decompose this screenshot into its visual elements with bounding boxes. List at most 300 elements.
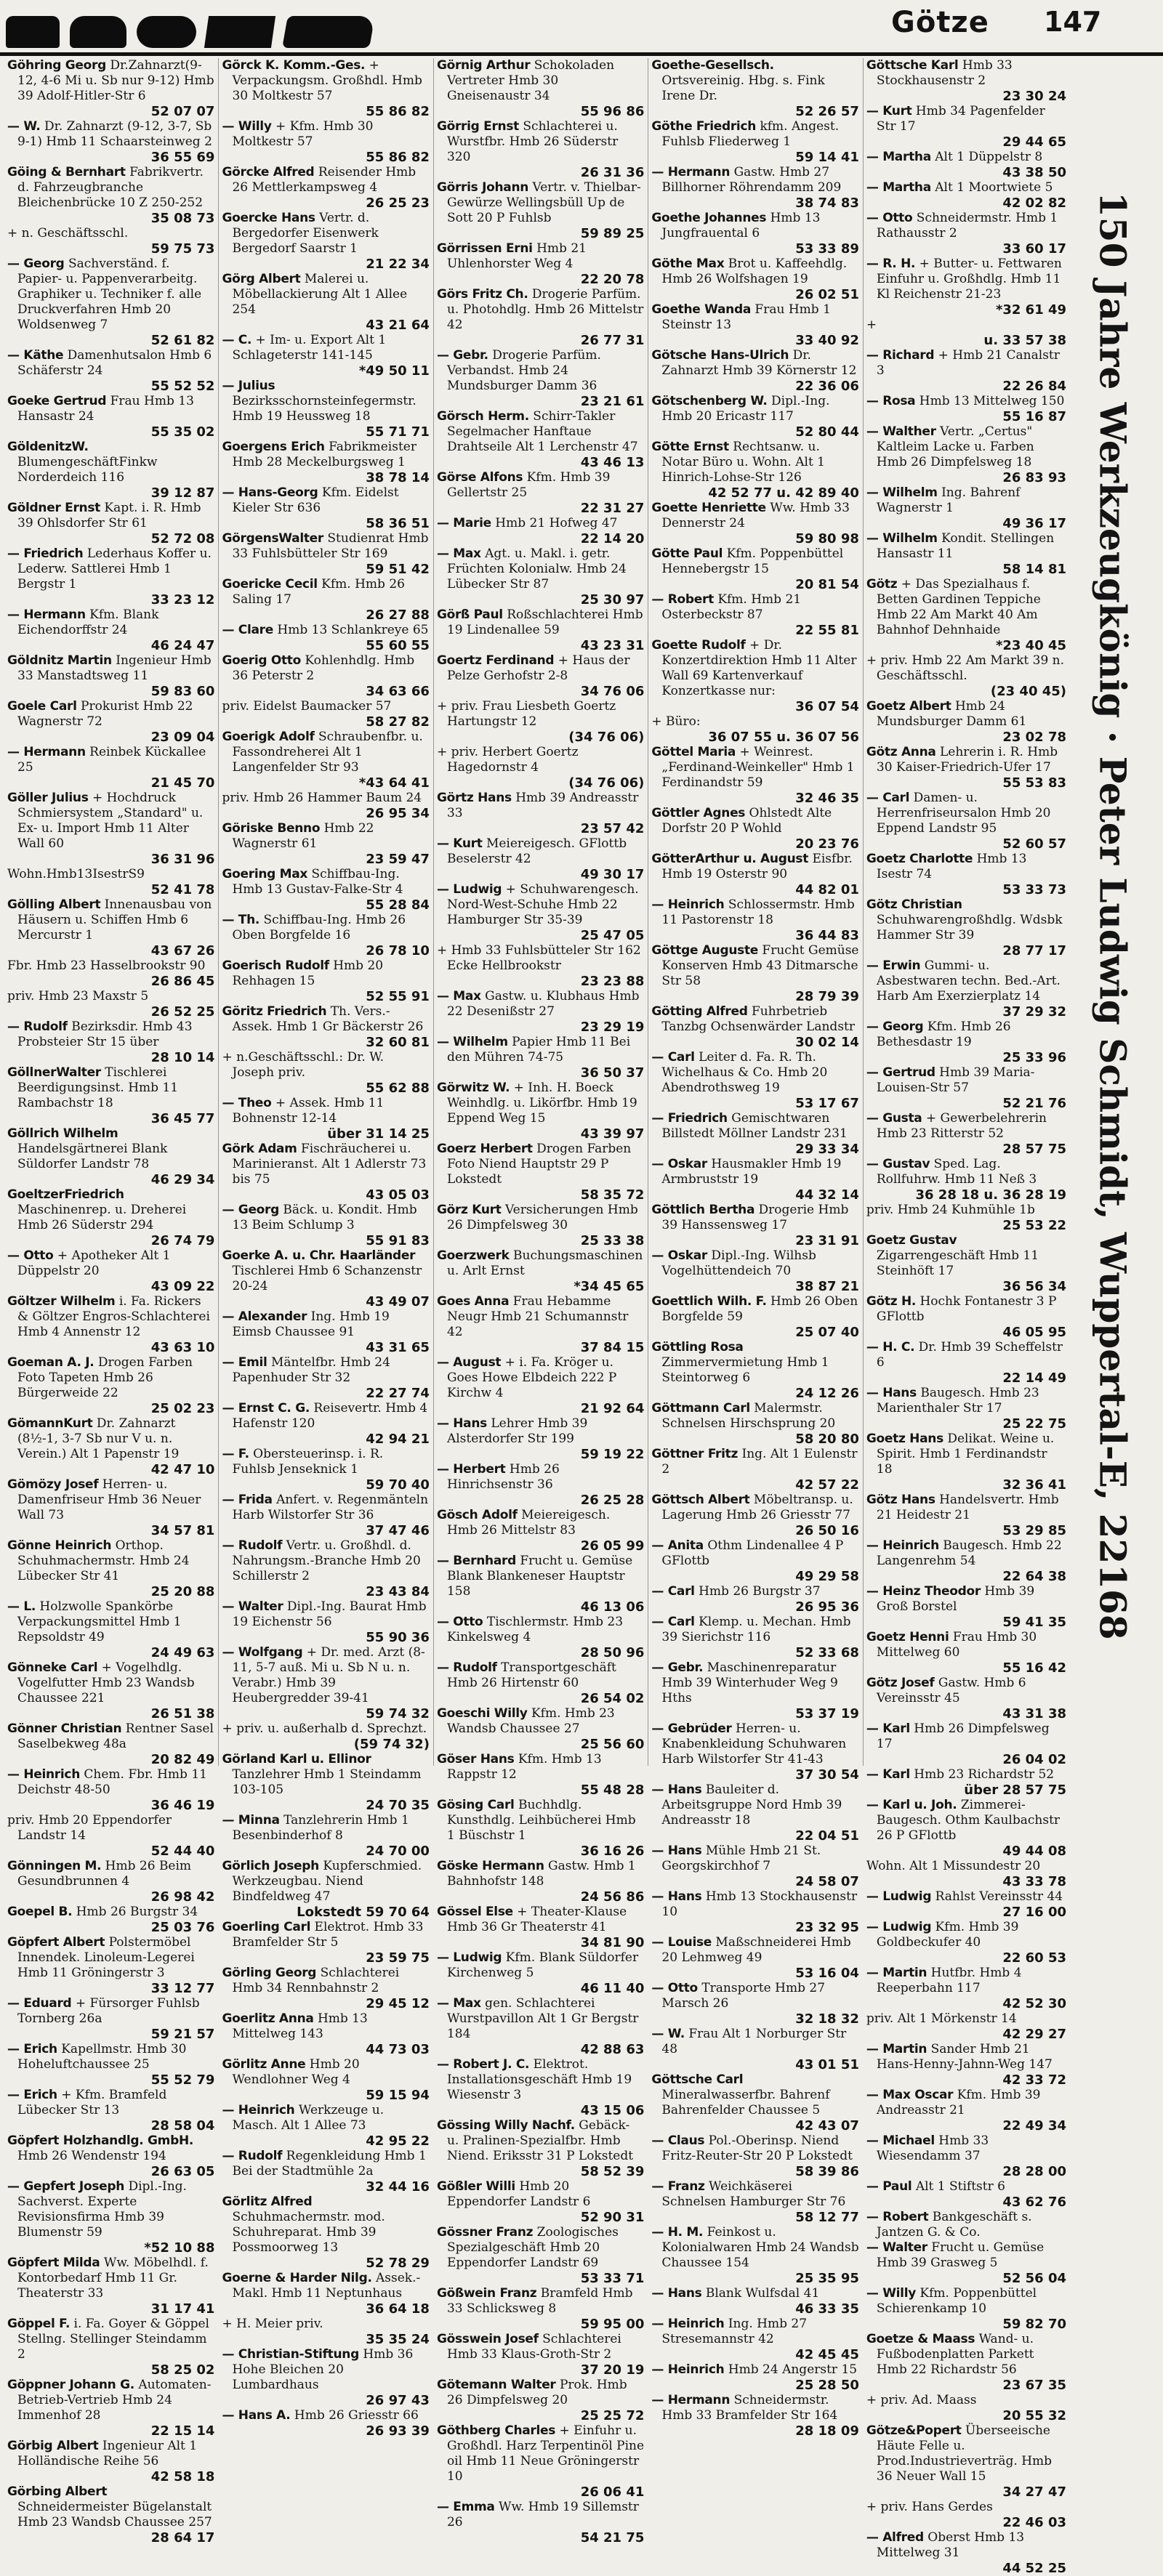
- entry-phone: 55 60 55: [366, 638, 430, 653]
- entry-phone: 20 55 32: [1002, 2408, 1067, 2423]
- entry-details: Hmb 13 Stockhausenstr 10: [661, 1889, 858, 1919]
- entry-details: Prok. Hmb 26 Dimpfelsweg 20: [446, 2378, 627, 2407]
- entry-name: — Oskar: [651, 1157, 707, 1171]
- entry-details: Mineralwasserfbr. Bahrenf Bahrenfelder Chaussee 5: [661, 2088, 830, 2117]
- entry-phone: 36 16 26: [580, 1844, 645, 1859]
- entry-details: Frucht u. Gemüse Blank Blankeneser Hauptstr 158: [446, 1554, 633, 1599]
- directory-entry: [866, 1294, 1066, 1340]
- directory-entry: [866, 104, 1066, 150]
- entry-details: Kupferschmied. Werkzeugbau. Niend Bindfeldweg 47: [232, 1859, 422, 1904]
- column-1: [4, 58, 219, 2545]
- directory-entry: [651, 1401, 858, 1447]
- shoe-icon: [137, 16, 196, 48]
- entry-phone: 43 38 50: [1002, 165, 1067, 180]
- entry-name: — Anita: [651, 1538, 704, 1553]
- directory-entry: [866, 1020, 1066, 1065]
- entry-phone: 33 12 77: [150, 1981, 215, 1996]
- entry-name: Görbing Albert: [7, 2484, 108, 2499]
- entry-name: Görg Albert: [222, 272, 301, 286]
- entry-details: Malermstr. Schnelsen Hirschsprung 20: [661, 1401, 836, 1431]
- entry-details: Ohlstedt Alte Dorfstr 20 P Wohld: [661, 806, 832, 836]
- directory-entry: [651, 1111, 858, 1157]
- entry-phone: 29 33 34: [795, 1142, 859, 1157]
- entry-phone: 24 70 35: [366, 1798, 430, 1813]
- entry-name: — Ludwig: [436, 1950, 502, 1965]
- entry-name: Goetz Henni: [866, 1630, 949, 1644]
- entry-details: Fabrikvertr. d. Fahrzeugbranche Bleichenbrücke 10 Z 250-252: [17, 165, 204, 210]
- entry-details: Ing. Alt 1 Eulenstr 2: [661, 1447, 858, 1477]
- directory-entry: [866, 485, 1066, 531]
- entry-name: Görrissen Erni: [436, 241, 533, 256]
- entry-name: Göppel F.: [7, 2317, 71, 2331]
- directory-entry: [7, 607, 214, 653]
- directory-entry: [437, 745, 644, 791]
- entry-phone: 29 45 12: [366, 1996, 430, 2011]
- directory-entry: [866, 257, 1066, 318]
- entry-phone: 23 59 75: [366, 1950, 430, 1966]
- entry-name: Gönner Christian: [7, 1721, 122, 1736]
- directory-entry: [437, 1660, 644, 1706]
- entry-name: — Franz: [651, 2179, 705, 2194]
- page-header: [0, 0, 1163, 51]
- directory-entry: [651, 1294, 858, 1340]
- entry-details: Herren- u. Knabenkleidung Schuhwaren Harb Wilstorfer Str 41-43: [661, 1721, 847, 1767]
- entry-phone: 22 46 03: [1002, 2515, 1067, 2530]
- directory-entry: [437, 1081, 644, 1142]
- entry-name: — Hans: [866, 1386, 917, 1400]
- entry-phone: 52 72 08: [150, 531, 215, 546]
- entry-phone: 58 36 51: [366, 516, 430, 531]
- entry-phone: 58 14 81: [1002, 562, 1067, 577]
- entry-phone: 49 44 08: [1002, 1844, 1067, 1859]
- entry-details: Kfm. Eidelst Kieler Str 636: [232, 485, 399, 515]
- entry-name: — Hans: [651, 2286, 702, 2301]
- entry-details: Fbr. Hmb 23 Hasselbrookstr 90: [7, 958, 206, 973]
- directory-entry: [866, 897, 1066, 958]
- entry-details: Frucht u. Gemüse Hmb 39 Grasweg 5: [876, 2240, 1045, 2270]
- directory-entry: [7, 257, 214, 348]
- entry-phone: 29 44 65: [1002, 134, 1067, 150]
- entry-name: — Julius: [222, 379, 275, 393]
- directory-entry: [7, 2439, 214, 2484]
- entry-phone: 55 52 52: [150, 379, 215, 394]
- entry-details: Kfm. Hmb 23 Wandsb Chaussee 27: [446, 1706, 615, 1736]
- directory-entry: [437, 1905, 644, 1950]
- entry-phone: 38 87 21: [795, 1279, 859, 1294]
- entry-details: Kohlenhdlg. Hmb 36 Peterstr 2: [232, 653, 415, 683]
- entry-phone: 46 29 34: [150, 1172, 215, 1187]
- entry-name: — Hans: [651, 1889, 702, 1904]
- entry-phone: 44 73 03: [366, 2042, 430, 2057]
- entry-phone: 23 23 88: [580, 974, 645, 989]
- entry-phone: 59 15 94: [366, 2088, 430, 2103]
- directory-entry: [651, 1248, 858, 1294]
- entry-phone: 20 81 54: [795, 577, 859, 592]
- entry-name: Goetz Gustav: [866, 1233, 957, 1248]
- entry-phone: 26 77 31: [580, 333, 645, 348]
- directory-entry: [222, 2103, 429, 2149]
- entry-phone: 49 30 17: [580, 867, 645, 882]
- entry-phone: 42 95 22: [366, 2133, 430, 2149]
- entry-name: — Erwin: [866, 958, 921, 973]
- directory-entry: [7, 1721, 214, 1767]
- directory-entry: [7, 2317, 214, 2378]
- directory-entry: [651, 714, 858, 745]
- directory-entry: [222, 165, 429, 211]
- directory-entry: [222, 1050, 429, 1096]
- entry-phone: 46 13 06: [580, 1599, 645, 1615]
- entry-phone: 55 53 83: [1002, 775, 1067, 791]
- entry-phone: 42 43 07: [795, 2118, 859, 2133]
- entry-name: Goerzwerk: [436, 1248, 510, 1263]
- entry-details: Malerei u. Möbellackierung Alt 1 Allee 254: [232, 272, 408, 317]
- directory-entry: [222, 1447, 429, 1493]
- entry-name: Göpfert Holzhandlg. GmbH.: [7, 2133, 194, 2148]
- entry-phone: 46 11 40: [580, 1981, 645, 1996]
- entry-name: — Richard: [866, 348, 935, 363]
- directory-entry: [222, 1645, 429, 1721]
- entry-details: Dr. Zahnarzt (8½-1, 3-7 Sb nur V u. n. Verein.) Alt 1 Papenstr 19: [17, 1416, 180, 1461]
- entry-details: Eisfbr. Hmb 19 Osterstr 90: [661, 852, 853, 881]
- entry-phone: 25 02 23: [150, 1401, 215, 1416]
- entry-details: Hmb 23 Richardstr 52: [914, 1767, 1055, 1782]
- entry-details: Regenkleidung Hmb 1 Bei der Stadtmühle 2a: [232, 2149, 427, 2179]
- entry-phone: 33 40 92: [795, 333, 859, 348]
- entry-phone: 25 03 76: [150, 1920, 215, 1935]
- entry-details: Hmb 26 Dimpfelsweg 17: [876, 1721, 1050, 1751]
- directory-entry: [651, 638, 858, 714]
- entry-details: Kfm. Hmb 13 Rappstr 12: [446, 1752, 602, 1782]
- entry-name: — Hermann: [651, 2393, 731, 2407]
- entry-phone: *49 50 11: [358, 363, 430, 379]
- entry-details: Polstermöbel Innendek. Linoleum-Legerei Hmb 11 Gröningerstr 3: [17, 1935, 195, 1980]
- entry-phone: 43 01 51: [795, 2057, 859, 2072]
- entry-phone: (59 74 32): [353, 1737, 430, 1752]
- directory-columns: [4, 58, 1070, 2576]
- directory-entry: [651, 2225, 858, 2286]
- entry-name: — Alfred: [866, 2530, 924, 2545]
- entry-phone: 26 93 39: [366, 2423, 430, 2439]
- entry-phone: 49 36 17: [1002, 516, 1067, 531]
- entry-details: Alt 1 Düppelstr 8: [935, 150, 1043, 164]
- entry-phone: 55 91 83: [366, 1233, 430, 1248]
- entry-phone: 26 05 99: [580, 1538, 645, 1554]
- entry-name: — Oskar: [651, 1248, 707, 1263]
- directory-entry: [7, 1660, 214, 1721]
- entry-phone: 24 12 26: [795, 1386, 859, 1401]
- entry-phone: 36 07 54: [795, 699, 859, 714]
- entry-details: Bezirksdir. Hmb 43 Probsteier Str 15 über: [17, 1020, 193, 1049]
- directory-entry: [651, 211, 858, 257]
- entry-name: Götsche Hans-Ulrich: [651, 348, 789, 363]
- entry-phone: 23 67 35: [1002, 2378, 1067, 2393]
- directory-entry: [866, 2240, 1066, 2286]
- entry-name: — Rudolf: [222, 2149, 283, 2163]
- directory-entry: [437, 1142, 644, 1203]
- entry-phone: 23 29 19: [580, 1020, 645, 1035]
- directory-entry: [866, 852, 1066, 897]
- entry-name: — Karl: [866, 1767, 910, 1782]
- entry-name: Görwitz W.: [436, 1081, 510, 1095]
- entry-details: Kapellmstr. Hmb 30 Hoheluftchaussee 25: [17, 2042, 187, 2072]
- directory-entry: [866, 1203, 1066, 1233]
- directory-entry: [437, 1294, 644, 1355]
- entry-phone: 22 20 78: [580, 272, 645, 287]
- entry-name: — F.: [222, 1447, 249, 1461]
- entry-phone: 23 32 95: [795, 1920, 859, 1935]
- entry-name: — Louise: [651, 1935, 712, 1950]
- entry-details: Möbeltransp. u. Lagerung Hmb 26 Griesstr 77: [661, 1493, 853, 1522]
- entry-details: Hmb 13 Schlankreye 65: [277, 623, 429, 637]
- entry-phone: 58 52 39: [580, 2164, 645, 2179]
- entry-name: — H. M.: [651, 2225, 704, 2240]
- entry-phone: 25 25 72: [580, 2408, 645, 2423]
- entry-name: — Martin: [866, 2042, 927, 2056]
- directory-entry: [437, 1554, 644, 1615]
- entry-details: Hausmakler Hmb 19 Armbruststr 19: [661, 1157, 842, 1187]
- directory-entry: [222, 1004, 429, 1050]
- directory-entry: [866, 2423, 1066, 2500]
- entry-details: Alt 1 Moortwiete 5: [935, 180, 1053, 195]
- directory-entry: [866, 1889, 1066, 1920]
- entry-name: Göthberg Charles: [436, 2423, 556, 2438]
- directory-entry: [7, 394, 214, 440]
- entry-name: Götte Ernst: [651, 440, 729, 454]
- entry-details: Vertr. v. Thielbar-Gewürze Wellingsbüll Up de Sott 20 P Fuhlsb: [446, 180, 641, 225]
- directory-entry: [222, 485, 429, 531]
- entry-name: — August: [436, 1355, 502, 1370]
- entry-details: Gebäck- u. Pralinen-Spezialfbr. Hmb Niend. Eriksstr 31 P Lokstedt: [446, 2118, 634, 2163]
- directory-entry: [651, 394, 858, 440]
- entry-details: Alt 1 Stiftstr 6: [915, 2179, 1005, 2194]
- directory-entry: [222, 1859, 429, 1920]
- entry-details: + Einfuhr u. Großhdl. Harz Terpentinöl Pine oil Hmb 11 Neue Gröningerstr 10: [446, 2423, 645, 2484]
- entry-name: Göttsche Karl: [866, 58, 959, 73]
- entry-name: — Georg: [866, 1020, 924, 1034]
- entry-phone: 55 52 79: [150, 2072, 215, 2088]
- entry-name: — Gertrud: [866, 1065, 935, 1080]
- entry-name: — Karl u. Joh.: [866, 1798, 957, 1812]
- entry-details: Hmb 26 Oben Borgfelde 59: [661, 1294, 858, 1324]
- entry-details: Schraubenfbr. u. Fassondreherei Alt 1 Langenfelder Str 93: [232, 730, 423, 775]
- entry-phone: 36 31 96: [150, 852, 215, 867]
- entry-details: Fabrikmeister Hmb 28 Meckelburgsweg 1: [232, 440, 416, 469]
- entry-details: + Butter- u. Fettwaren Einfuhr u. Großhdlg. Hmb 11 Kl Reichenstr 21-23: [876, 257, 1062, 302]
- entry-phone: 55 16 42: [1002, 1660, 1067, 1676]
- directory-entry: [651, 2317, 858, 2362]
- entry-name: — Robert: [651, 592, 714, 607]
- entry-phone: 43 49 07: [366, 1294, 430, 1309]
- directory-entry: [7, 867, 214, 897]
- entry-name: Goerke A. u. Chr. Haarländer: [222, 1248, 416, 1263]
- entry-phone: 26 97 43: [366, 2393, 430, 2408]
- directory-entry: [651, 1493, 858, 1538]
- entry-phone: 53 33 73: [1002, 882, 1067, 897]
- directory-entry: [437, 470, 644, 516]
- entry-details: Ortsvereinig. Hbg. s. Fink Irene Dr.: [661, 73, 825, 103]
- entry-details: + priv. Hmb 22 Am Markt 39 n. Geschäftsschl.: [866, 653, 1065, 683]
- entry-details: Reinbek Kückallee 25: [17, 745, 206, 775]
- entry-phone: 34 27 47: [1002, 2484, 1067, 2500]
- directory-entry: [437, 791, 644, 836]
- entry-details: Herren- u. Damenfriseur Hmb 36 Neuer Wall 73: [17, 1477, 201, 1522]
- entry-name: Göttel Maria: [651, 745, 736, 759]
- directory-entry: [7, 1935, 214, 1996]
- entry-details: Hmb 36 Hohe Bleichen 20 Lumbardhaus: [232, 2347, 414, 2392]
- entry-name: Goele Carl: [7, 699, 77, 714]
- directory-entry: [7, 2256, 214, 2317]
- entry-details: + Vogelhdlg. Vogelfutter Hmb 23 Wandsb Chaussee 221: [17, 1660, 195, 1705]
- directory-entry: [222, 2347, 429, 2408]
- entry-details: + Im- u. Export Alt 1 Schlageterstr 141-145: [232, 333, 387, 363]
- entry-details: Hmb 39 Andreasstr 33: [446, 791, 639, 820]
- entry-name: — L.: [7, 1599, 36, 1614]
- entry-phone: 52 55 91: [366, 989, 430, 1004]
- entry-details: Baugesch. Hmb 23 Marienthaler Str 17: [876, 1386, 1039, 1416]
- directory-entry: [866, 1386, 1066, 1432]
- entry-details: Hmb 39 Groß Borstel: [876, 1584, 1035, 1614]
- entry-name: Göhring Georg: [7, 58, 106, 73]
- header-rule: [0, 52, 1163, 56]
- entry-details: Zoologisches Spezialgeschäft Hmb 20 Eppendorfer Landstr 69: [446, 2225, 619, 2270]
- entry-phone: 22 55 81: [795, 623, 859, 638]
- entry-phone: 23 57 42: [580, 821, 645, 836]
- entry-details: Frau Hebamme Neugr Hmb 21 Schumannstr 42: [446, 1294, 629, 1339]
- entry-name: Goertz Ferdinand: [436, 653, 555, 668]
- directory-entry: [437, 2118, 644, 2179]
- entry-details: Leiter d. Fa. R. Th. Wichelhaus & Co. Hmb 20 Abendrothsweg 19: [661, 1050, 828, 1095]
- entry-phone: 26 27 88: [366, 607, 430, 623]
- directory-entry: [866, 2530, 1066, 2576]
- entry-details: Zigarrengeschäft Hmb 11 Steinhöft 17: [876, 1248, 1039, 1278]
- entry-details: + priv. u. außerhalb d. Sprechzt.: [222, 1721, 427, 1736]
- directory-entry: [866, 1157, 1066, 1203]
- entry-details: + n.Geschäftsschl.: Dr. W. Joseph priv.: [222, 1050, 385, 1080]
- entry-details: Schirr-Takler Segelmacher Hanftaue Drahtseile Alt 1 Lerchenstr 47: [446, 409, 638, 454]
- directory-entry: [7, 897, 214, 958]
- entry-name: — Marie: [436, 516, 491, 530]
- entry-name: — Rudolf: [222, 1538, 283, 1553]
- directory-entry: [222, 440, 429, 485]
- directory-entry: [7, 1187, 214, 1248]
- directory-entry: [222, 623, 429, 653]
- directory-entry: [222, 1493, 429, 1538]
- entry-name: Goeke Gertrud: [7, 394, 107, 408]
- directory-entry: [222, 699, 429, 730]
- entry-name: Gösing Carl: [436, 1798, 515, 1812]
- directory-entry: [437, 1035, 644, 1081]
- directory-entry: [222, 1752, 429, 1813]
- briefcase-icon: [204, 16, 275, 48]
- entry-name: — Martha: [866, 150, 931, 164]
- directory-entry: [7, 2088, 214, 2133]
- directory-entry: [437, 58, 644, 119]
- directory-entry: [866, 1676, 1066, 1721]
- directory-entry: [651, 1782, 858, 1844]
- directory-entry: [7, 1294, 214, 1355]
- entry-name: — Ludwig: [866, 1889, 932, 1904]
- directory-entry: [651, 2179, 858, 2225]
- entry-details: Hmb 26 Hinrichsenstr 36: [446, 1462, 560, 1492]
- entry-name: Göttmann Carl: [651, 1401, 750, 1416]
- entry-details: Ing. Hmb 27 Stresemannstr 42: [661, 2317, 808, 2346]
- directory-entry: [866, 2011, 1066, 2042]
- entry-details: Kondit. Stellingen Hansastr 11: [876, 531, 1055, 561]
- entry-details: Werkzeuge u. Masch. Alt 1 Allee 73: [232, 2103, 385, 2133]
- entry-name: Göing & Bernhart: [7, 165, 126, 179]
- entry-details: Dr. Zahnarzt Hmb 39 Körnerstr 12: [661, 348, 857, 378]
- entry-name: — Hans: [651, 1844, 702, 1858]
- entry-details: Holzwolle Spankörbe Verpackungsmittel Hmb 1 Repsoldstr 49: [17, 1599, 182, 1644]
- entry-details: Mühle Hmb 21 St. Georgskirchhof 7: [661, 1844, 821, 1873]
- directory-entry: [222, 1355, 429, 1401]
- entry-name: Goette Henriette: [651, 501, 766, 515]
- directory-entry: [651, 1889, 858, 1935]
- entry-name: — Alexander: [222, 1309, 307, 1324]
- entry-phone: 59 21 57: [150, 2027, 215, 2042]
- entry-name: — Heinrich: [651, 897, 725, 912]
- directory-entry: [7, 1065, 214, 1126]
- entry-phone: 34 81 90: [580, 1935, 645, 1950]
- entry-name: GömannKurt: [7, 1416, 93, 1431]
- entry-name: — Rosa: [866, 394, 916, 408]
- directory-entry: [651, 2393, 858, 2439]
- entry-details: Schiffbau-Ing. Hmb 13 Gustav-Falke-Str 4: [232, 867, 403, 897]
- directory-entry: [7, 1020, 214, 1065]
- entry-phone: 23 59 47: [366, 852, 430, 867]
- entry-phone: 35 08 73: [150, 211, 215, 226]
- entry-details: Bankgeschäft s. Jantzen G. & Co.: [876, 2210, 1032, 2240]
- entry-name: Görlich Joseph: [222, 1859, 319, 1873]
- directory-entry: [222, 1309, 429, 1355]
- entry-phone: über 28 57 75: [964, 1782, 1067, 1798]
- entry-phone: 42 29 27: [1002, 2027, 1067, 2042]
- entry-name: — Willy: [866, 2286, 917, 2301]
- directory-entry: [222, 2195, 429, 2271]
- entry-name: Goerisch Rudolf: [222, 958, 329, 973]
- entry-details: Schokoladen Vertreter Hmb 30 Gneisenaustr 34: [446, 58, 615, 103]
- directory-entry: [651, 2072, 858, 2133]
- entry-phone: 58 25 02: [150, 2362, 215, 2378]
- entry-phone: 20 82 49: [150, 1752, 215, 1767]
- entry-details: Agt. u. Makl. i. getr. Früchten Kolonialw. Hmb 24 Lübecker Str 87: [446, 546, 627, 591]
- entry-details: Kfm. Poppenbüttel Schierenkamp 10: [876, 2286, 1037, 2316]
- entry-details: Dr. Zahnarzt (9-12, 3-7, Sb 9-1) Hmb 11 Schaarsteinweg 2: [17, 119, 212, 149]
- entry-details: Hmb 26 Griesstr 66: [294, 2408, 419, 2423]
- entry-phone: 52 90 31: [580, 2210, 645, 2225]
- entry-details: Kfm. Hmb 39 Goldbeckufer 40: [876, 1920, 1019, 1950]
- directory-entry: [651, 1981, 858, 2027]
- directory-entry: [437, 180, 644, 241]
- entry-phone: 21 45 70: [150, 775, 215, 791]
- entry-phone: 25 07 40: [795, 1325, 859, 1340]
- entry-details: Schlachterei Hmb 34 Rennbahnstr 2: [232, 1966, 400, 1995]
- directory-entry: [866, 1538, 1066, 1584]
- entry-name: Goetz Hans: [866, 1432, 943, 1446]
- entry-name: GöllnerWalter: [7, 1065, 101, 1080]
- directory-entry: [222, 2057, 429, 2103]
- entry-name: — Emma: [436, 2500, 495, 2514]
- entry-phone: 36 28 18 u. 36 28 19: [915, 1187, 1067, 1203]
- directory-entry: [437, 2332, 644, 2378]
- entry-name: Goerig Otto: [222, 653, 302, 668]
- entry-phone: 36 44 83: [795, 928, 859, 943]
- entry-phone: 52 80 44: [795, 424, 859, 440]
- entry-name: — Robert: [866, 2210, 929, 2224]
- directory-entry: [222, 577, 429, 623]
- entry-details: Drogen Farben Foto Tapeten Hmb 26 Bürgerweide 22: [17, 1355, 193, 1400]
- entry-name: — Hermann: [7, 607, 86, 622]
